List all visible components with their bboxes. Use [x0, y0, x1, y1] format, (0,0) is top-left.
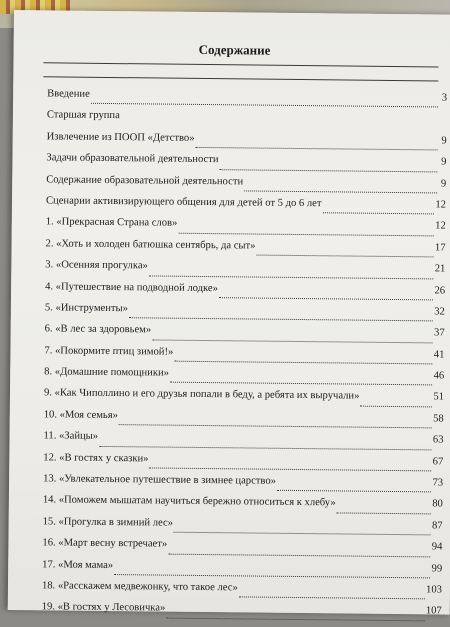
toc-dot-leader: [337, 512, 432, 514]
toc-dot-leader: [121, 126, 438, 129]
toc-page-number: 3: [439, 92, 447, 103]
toc-entry-label: 16. «Март весну встречает»: [42, 538, 167, 550]
toc-page-number: 9: [438, 178, 446, 189]
toc-entry-label: 4. «Путешествие на подводной лодке»: [45, 281, 218, 294]
toc-entry-label: Сценарии активизирующего общения для детей от 5 до 6 лет: [46, 195, 322, 209]
toc-page-number: 9: [439, 135, 447, 146]
toc-entry-label: Содержание образовательной деятельности: [46, 174, 243, 187]
toc-dot-leader: [360, 406, 432, 408]
toc-dot-leader: [170, 382, 433, 386]
toc-dot-leader: [149, 467, 431, 471]
toc-dot-leader: [244, 190, 437, 193]
toc-dot-leader: [166, 617, 425, 621]
toc-page-number: 41: [434, 349, 445, 360]
toc-entry-label: 10. «Моя семья»: [44, 409, 118, 421]
toc-page-number: 37: [434, 328, 445, 339]
toc-entry-label: 8. «Домашние помощники»: [44, 366, 169, 378]
toc-page-number: 87: [432, 520, 443, 531]
toc-page-number: 67: [433, 456, 444, 467]
toc-entry-label: 7. «Покормите птиц зимой!»: [44, 345, 173, 357]
toc-page-number: 107: [426, 606, 442, 617]
toc-dot-leader: [91, 103, 438, 108]
toc-dot-leader: [149, 275, 434, 279]
toc-entry: [42, 602, 442, 627]
toc-page-number: 99: [432, 563, 443, 574]
toc-entry-label: 15. «Прогулка в зимний лес»: [43, 516, 173, 528]
toc-page-number: 9: [438, 157, 446, 168]
toc-entry-label: 6. «В лес за здоровьем»: [45, 324, 152, 336]
toc-entry-label: 1. «Прекрасная Страна слов»: [46, 217, 178, 229]
toc-page-number: 46: [434, 370, 445, 381]
toc-dot-leader: [277, 490, 432, 493]
toc-page-number: 12: [435, 199, 446, 210]
toc-page-number: 94: [432, 542, 443, 553]
toc-page-number: 21: [435, 264, 446, 275]
toc-dot-leader: [152, 339, 433, 343]
toc-page-number: 51: [433, 392, 444, 403]
toc-page-number: 73: [432, 477, 443, 488]
toc-dot-leader: [239, 597, 425, 600]
book-page: [8, 10, 450, 615]
toc-dot-leader: [256, 255, 433, 258]
title-divider-top: [43, 62, 438, 67]
toc-page-number: 80: [432, 499, 443, 510]
toc-entry-label: Задачи образовательной деятельности: [46, 153, 218, 166]
toc-dot-leader: [219, 297, 434, 300]
toc-entry-label: 13. «Увлекательное путешествие в зимнее царство»: [43, 473, 276, 486]
toc-page-number: 58: [433, 413, 444, 424]
toc-entry-label: Старшая группа: [47, 110, 120, 122]
toc-entry-label: 5. «Инструменты»: [45, 302, 128, 314]
toc-entry-label: 2. «Хоть и холоден батюшка сентябрь, да сыт»: [45, 238, 255, 251]
toc-dot-leader: [99, 446, 432, 450]
toc-dot-leader: [174, 532, 431, 536]
toc-page-number: 26: [434, 285, 445, 296]
toc-entry-label: 18. «Расскажем медвежонку, что такое лес»: [42, 580, 238, 593]
toc-entry-label: 9. «Как Чиполлино и его друзья попали в беду, а ребята их выручали»: [44, 388, 360, 402]
toc-dot-leader: [178, 232, 434, 236]
toc-dot-leader: [119, 424, 432, 428]
toc-dot-leader: [322, 213, 434, 215]
toc-dot-leader: [168, 553, 431, 557]
toc-entry-label: Извлечение из ПООП «Детство»: [47, 131, 195, 144]
toc-page-number: 103: [426, 584, 442, 595]
toc-dot-leader: [219, 169, 437, 172]
toc-entry-label: 12. «В гостях у сказки»: [43, 452, 148, 464]
toc-page-number: 63: [433, 435, 444, 446]
table-of-contents: [42, 88, 448, 627]
title-divider-bottom: [43, 76, 438, 81]
toc-entry-label: 17. «Моя мама»: [42, 559, 113, 571]
toc-entry-label: 11. «Зайцы»: [43, 431, 98, 443]
toc-entry-label: Введение: [47, 88, 90, 99]
toc-dot-leader: [195, 147, 437, 151]
toc-entry-label: 19. «В гостях у Лесовичка»: [42, 602, 166, 614]
toc-entry-label: 14. «Поможем мышатам научиться бережно относиться к хлебу»: [43, 495, 336, 509]
toc-dot-leader: [129, 318, 433, 322]
toc-dot-leader: [174, 361, 433, 365]
page-title: Содержание: [14, 40, 450, 61]
toc-page-number: 12: [435, 221, 446, 232]
toc-page-number: 32: [434, 306, 445, 317]
toc-page-number: 17: [435, 242, 446, 253]
toc-entry-label: 3. «Осенняя прогулка»: [45, 259, 148, 271]
toc-dot-leader: [114, 574, 430, 578]
